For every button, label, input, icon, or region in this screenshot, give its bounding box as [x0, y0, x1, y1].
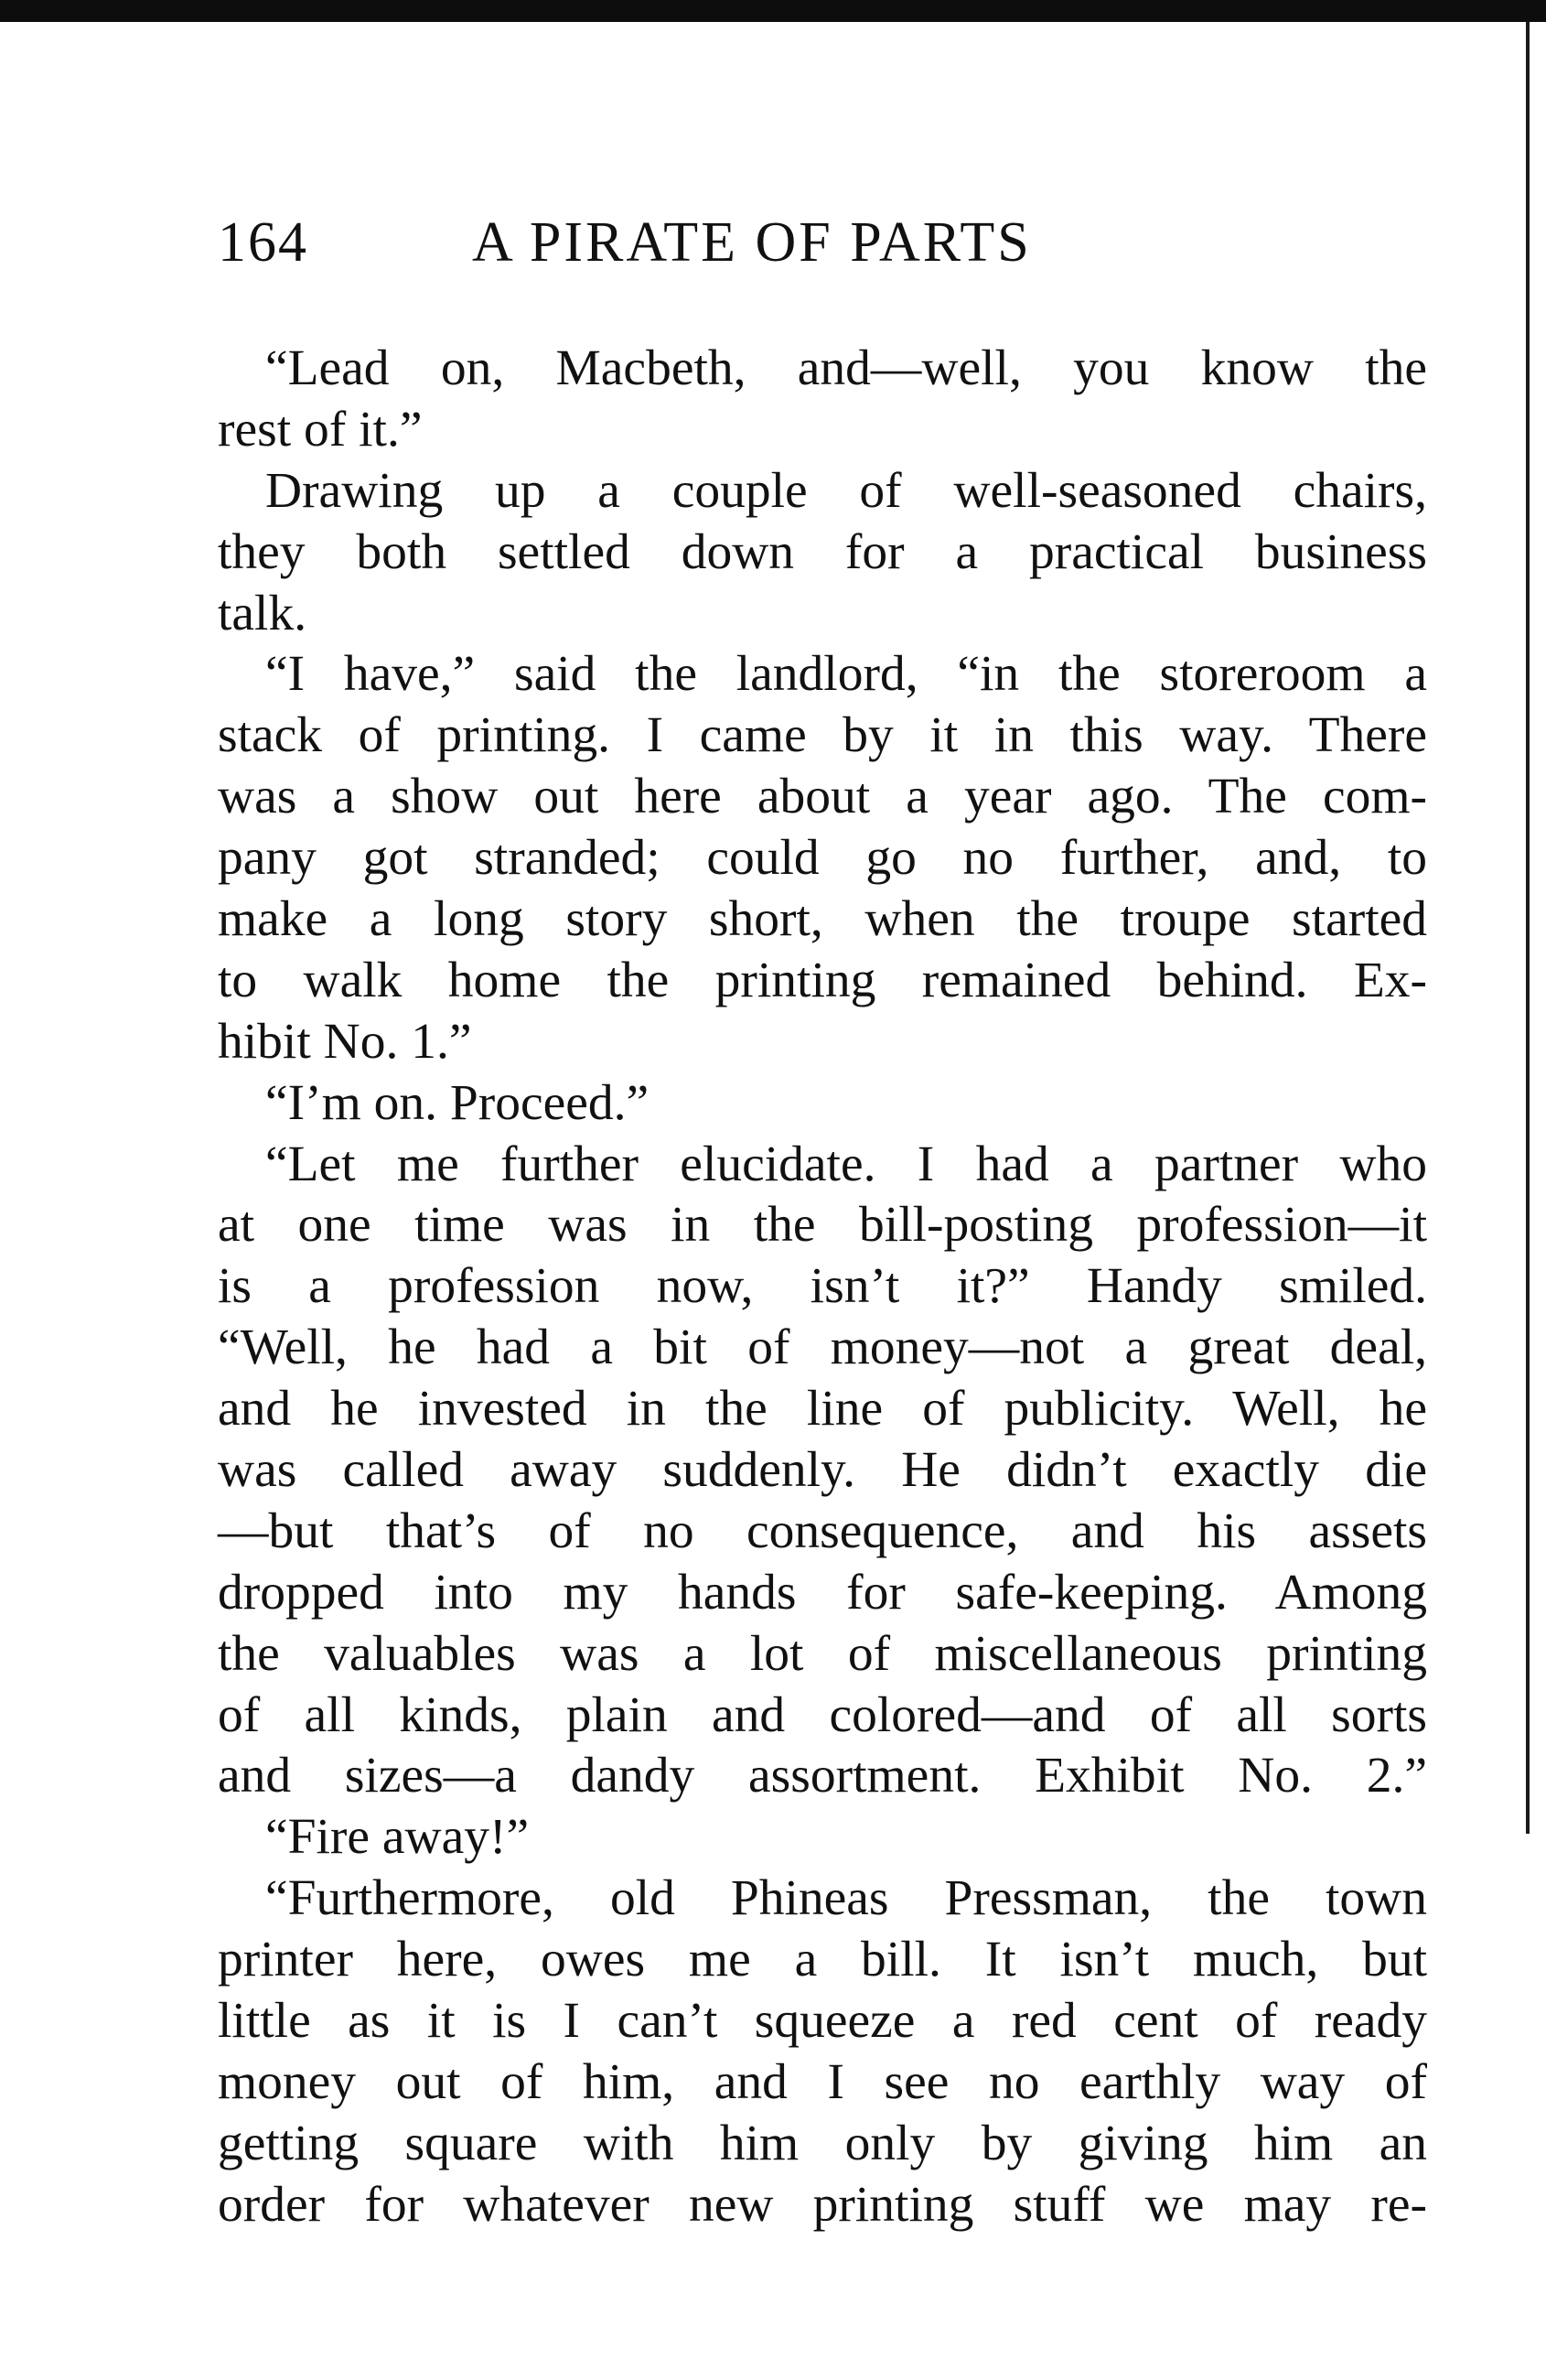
- text-line: make a long story short, when the troupe started: [218, 891, 1427, 948]
- text-line: “Lead on, Macbeth, and—well, you know the: [265, 340, 1427, 396]
- text-line: “I’m on. Proceed.”: [265, 1074, 650, 1131]
- text-line: to walk home the printing remained behind. Ex-: [218, 952, 1427, 1008]
- page-number: 164: [218, 211, 308, 274]
- running-title: A PIRATE OF PARTS: [472, 211, 1032, 274]
- right-edge-shadow: [1526, 22, 1530, 1834]
- text-line: pany got stranded; could go no further, and, to: [218, 830, 1427, 887]
- text-line: printer here, owes me a bill. It isn’t much, but: [218, 1932, 1427, 1988]
- text-line: “Fire away!”: [265, 1809, 530, 1866]
- text-line: little as it is I can’t squeeze a red cent of ready: [218, 1993, 1427, 2050]
- text-line: the valuables was a lot of miscellaneous printing: [218, 1625, 1427, 1682]
- text-line: —but that’s of no consequence, and his assets: [218, 1502, 1427, 1559]
- text-line: dropped into my hands for safe-keeping. Among: [218, 1564, 1427, 1621]
- text-line: and he invested in the line of publicity. Well, he: [218, 1381, 1427, 1438]
- text-line: was called away suddenly. He didn’t exactly die: [218, 1442, 1427, 1499]
- text-line: rest of it.”: [218, 401, 423, 458]
- top-edge-shadow: [0, 0, 1546, 22]
- text-line: Drawing up a couple of well-seasoned chairs,: [265, 462, 1427, 519]
- text-line: hibit No. 1.”: [218, 1013, 472, 1070]
- text-line: money out of him, and I see no earthly way of: [218, 2053, 1427, 2110]
- text-line: they both settled down for a practical business: [218, 523, 1427, 580]
- text-line: is a profession now, isn’t it?” Handy smiled.: [218, 1258, 1427, 1315]
- book-page: [218, 210, 1427, 2236]
- body-text: [218, 339, 1427, 2236]
- text-line: “Let me further elucidate. I had a partner who: [265, 1136, 1427, 1192]
- text-line: “I have,” said the landlord, “in the storeroom a: [265, 646, 1427, 703]
- text-line: “Well, he had a bit of money—not a great deal,: [218, 1319, 1427, 1376]
- text-line: “Furthermore, old Phineas Pressman, the town: [265, 1870, 1427, 1927]
- text-line: and sizes—a dandy assortment. Exhibit No. 2.”: [218, 1748, 1427, 1804]
- text-line: order for whatever new printing stuff we may re-: [218, 2176, 1427, 2233]
- text-line: at one time was in the bill-posting profession—it: [218, 1197, 1427, 1254]
- text-line: talk.: [218, 585, 307, 641]
- text-line: of all kinds, plain and colored—and of all sorts: [218, 1686, 1427, 1743]
- text-line: was a show out here about a year ago. The com-: [218, 769, 1427, 825]
- running-head: [218, 210, 1427, 293]
- text-line: stack of printing. I came by it in this way. There: [218, 707, 1427, 764]
- text-line: getting square with him only by giving him an: [218, 2115, 1427, 2171]
